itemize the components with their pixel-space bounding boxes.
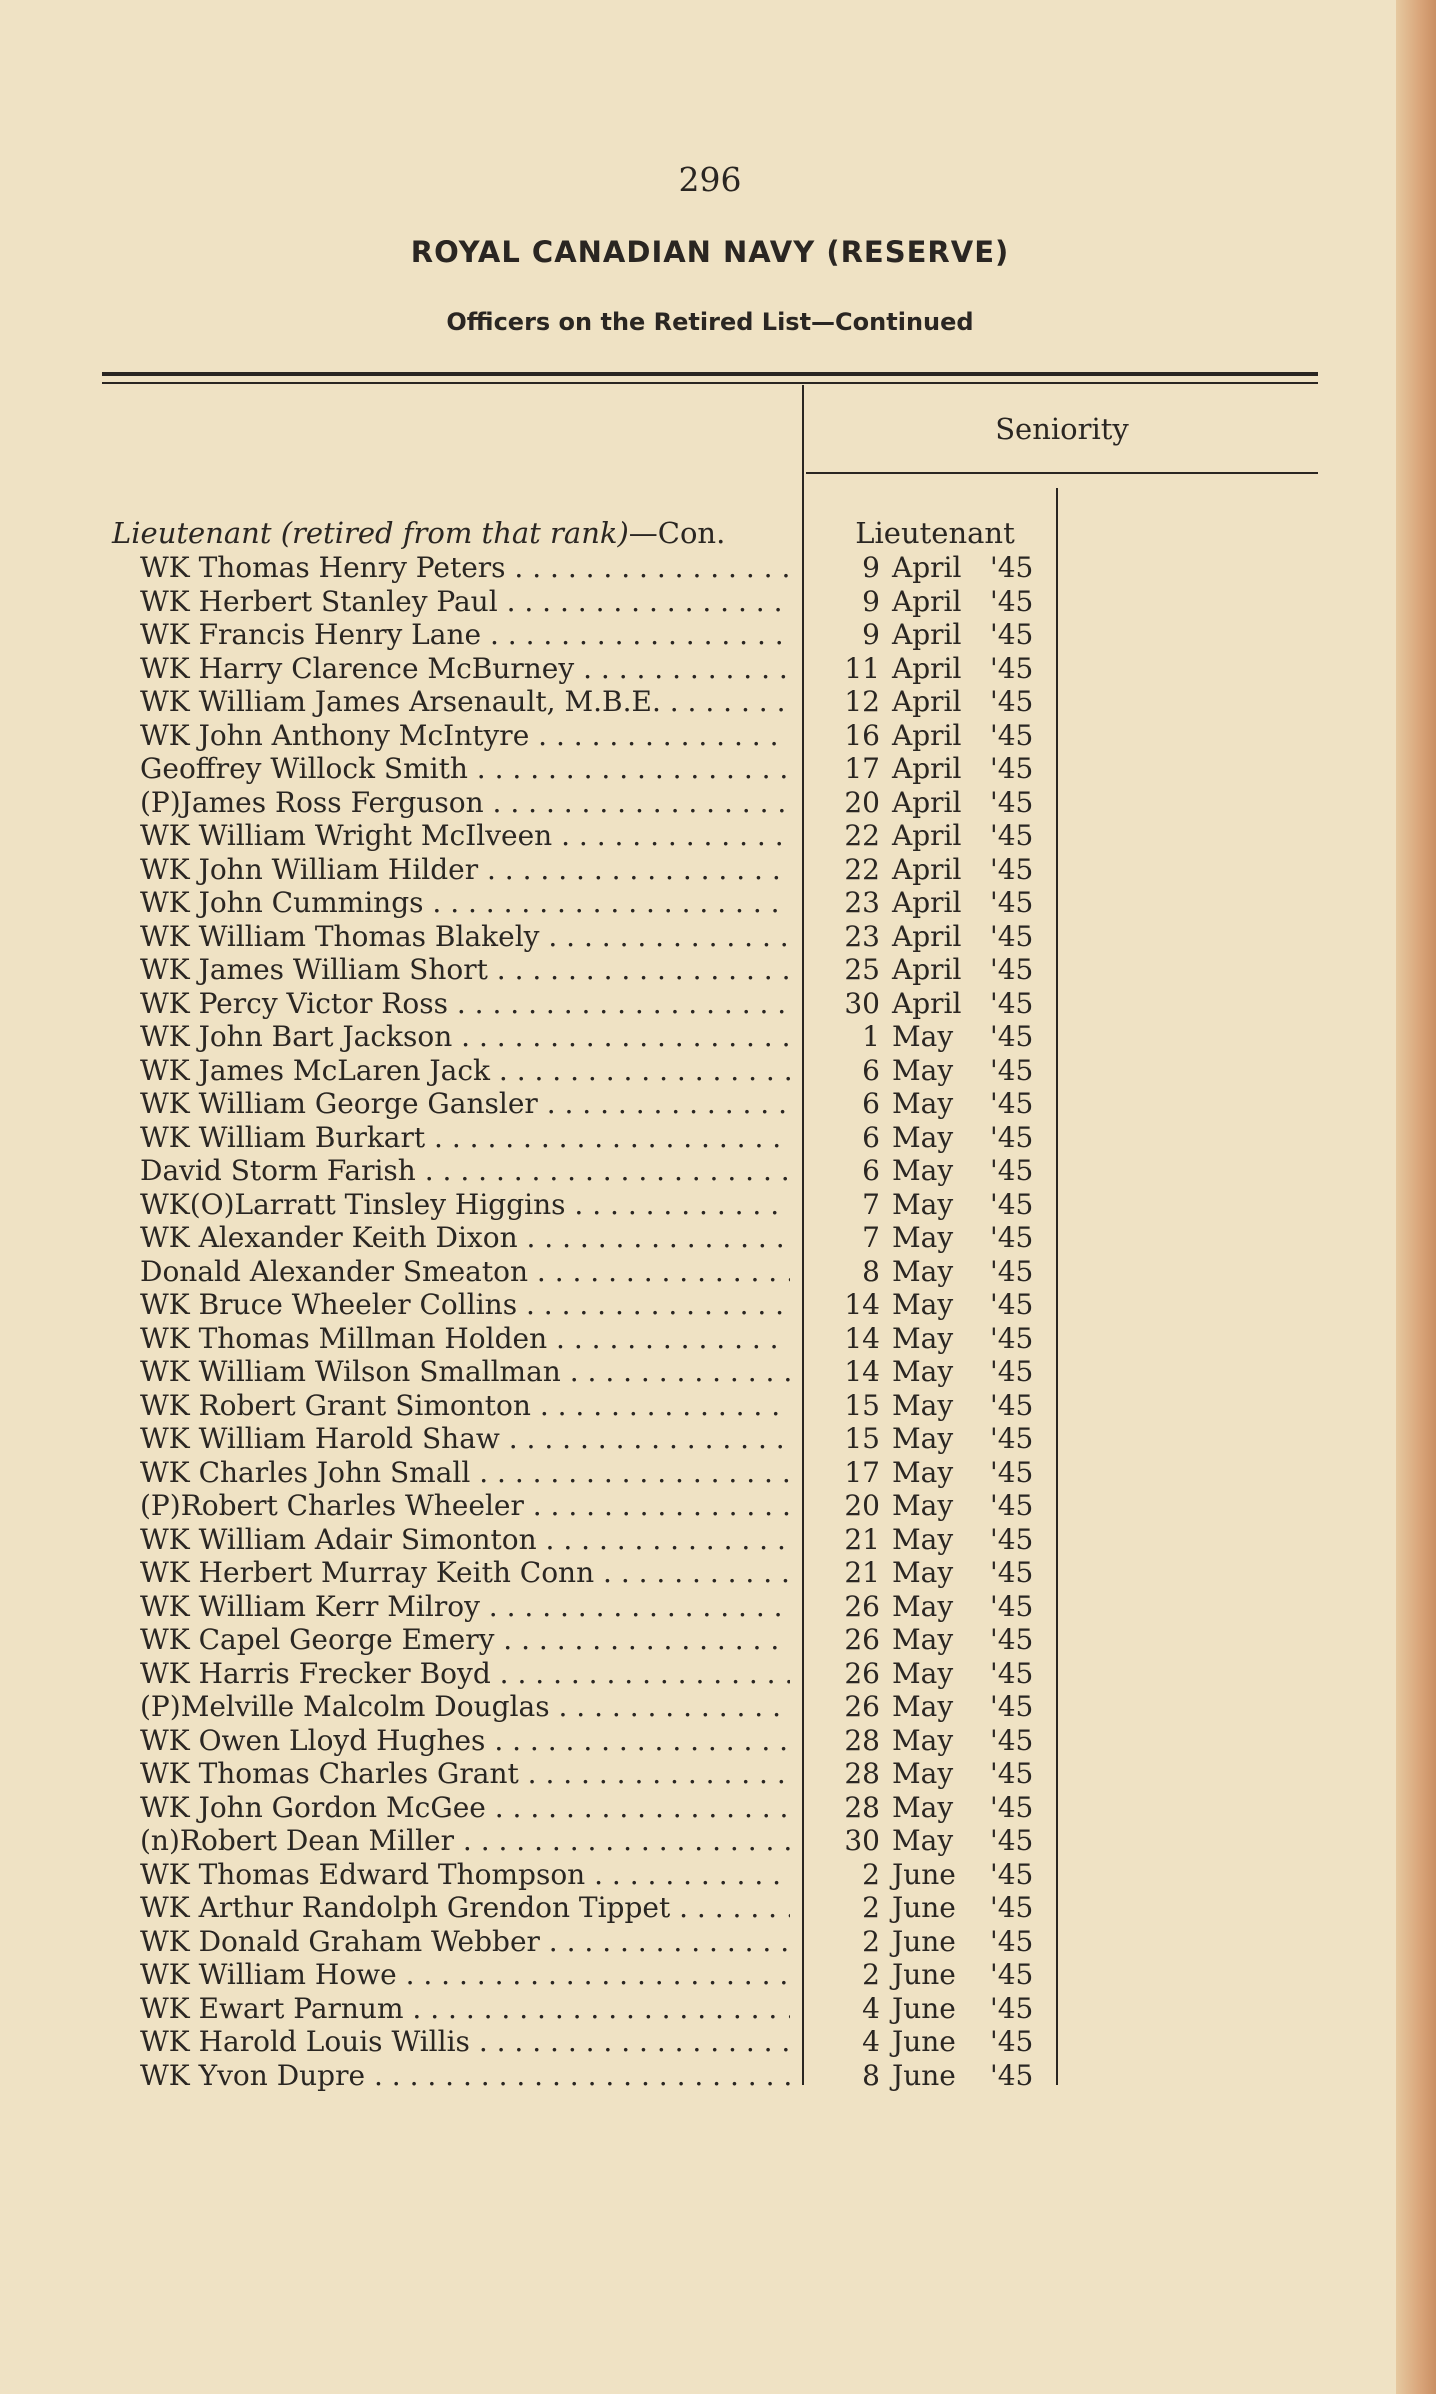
seniority-day: 25 bbox=[844, 953, 880, 986]
seniority-month: June bbox=[892, 1924, 956, 1958]
seniority-month: May bbox=[892, 1221, 954, 1254]
section-heading bbox=[112, 516, 802, 550]
seniority-year: '45 bbox=[990, 584, 1034, 618]
seniority-day: 26 bbox=[844, 1623, 880, 1656]
officer-name: WK Alexander Keith Dixon . . . bbox=[140, 1221, 790, 1255]
seniority-day: 15 bbox=[844, 1422, 880, 1455]
seniority-year: '45 bbox=[990, 1589, 1034, 1623]
table-row bbox=[0, 1791, 1420, 1825]
seniority-month: April bbox=[892, 551, 962, 584]
seniority-year: '45 bbox=[990, 1958, 1034, 1991]
seniority-month: June bbox=[892, 1991, 956, 2025]
seniority-month: June bbox=[892, 2058, 956, 2092]
officer-name: WK William Adair Simonton . . . bbox=[140, 1523, 790, 1557]
seniority-month: May bbox=[892, 1087, 954, 1120]
officer-name: WK Ewart Parnum . . . bbox=[140, 1992, 790, 2026]
table-row bbox=[0, 1255, 1420, 1289]
table-row bbox=[0, 1154, 1420, 1188]
table-row bbox=[0, 652, 1420, 686]
seniority-month: April bbox=[892, 618, 962, 651]
officer-name: WK William James Arsenault, M.B.E. . . . bbox=[140, 685, 790, 719]
seniority-month: June bbox=[892, 1857, 956, 1891]
seniority-month: May bbox=[892, 1522, 954, 1556]
seniority-day: 2 bbox=[862, 1891, 880, 1924]
seniority-header-rule bbox=[806, 472, 1318, 474]
rank-label: Lieutenant bbox=[855, 516, 1015, 550]
seniority-year: '45 bbox=[990, 1757, 1034, 1790]
officer-name: WK William Wilson Smallman . . . bbox=[140, 1355, 790, 1389]
seniority-month: May bbox=[892, 1656, 954, 1690]
table-row bbox=[0, 1556, 1420, 1590]
seniority-day: 22 bbox=[844, 819, 880, 852]
seniority-day: 14 bbox=[844, 1288, 880, 1321]
officer-name: WK Charles John Small . . . bbox=[140, 1456, 790, 1490]
table-row bbox=[0, 1858, 1420, 1892]
officer-name: David Storm Farish . . . bbox=[140, 1154, 790, 1188]
seniority-day: 7 bbox=[862, 1187, 880, 1221]
officer-name: WK William Wright McIlveen . . . bbox=[140, 819, 790, 853]
officer-name: (P)Melville Malcolm Douglas . . . bbox=[140, 1690, 790, 1724]
seniority-year: '45 bbox=[990, 1053, 1034, 1087]
seniority-day: 2 bbox=[862, 1958, 880, 1991]
table-row bbox=[0, 1590, 1420, 1624]
seniority-day: 8 bbox=[862, 2058, 880, 2092]
table-row bbox=[0, 1054, 1420, 1088]
table-row bbox=[0, 1422, 1420, 1456]
seniority-year: '45 bbox=[990, 1120, 1034, 1154]
seniority-year: '45 bbox=[990, 1388, 1034, 1422]
table-row bbox=[0, 1221, 1420, 1255]
section-heading-rank: Lieutenant (retired from that rank) bbox=[112, 516, 629, 550]
officer-name: WK Arthur Randolph Grendon Tippet . . . bbox=[140, 1891, 790, 1925]
table-row bbox=[0, 1958, 1420, 1992]
seniority-day: 9 bbox=[862, 618, 880, 651]
seniority-year: '45 bbox=[990, 852, 1034, 886]
officer-name: WK Bruce Wheeler Collins . . . bbox=[140, 1288, 790, 1322]
header-double-rule bbox=[102, 372, 1318, 384]
table-row bbox=[0, 853, 1420, 887]
seniority-year: '45 bbox=[990, 953, 1034, 986]
officer-name: WK William Thomas Blakely . . . bbox=[140, 920, 790, 954]
seniority-month: April bbox=[892, 919, 962, 953]
officer-name: (n)Robert Dean Miller . . . bbox=[140, 1824, 790, 1858]
seniority-year: '45 bbox=[990, 1087, 1034, 1120]
officer-name: (P)James Ross Ferguson . . . bbox=[140, 786, 790, 820]
seniority-day: 28 bbox=[844, 1790, 880, 1824]
seniority-year: '45 bbox=[990, 1924, 1034, 1958]
seniority-year: '45 bbox=[990, 1154, 1034, 1187]
table-row bbox=[0, 1456, 1420, 1490]
seniority-year: '45 bbox=[990, 1556, 1034, 1589]
section-heading-suffix: —Con. bbox=[628, 516, 726, 550]
table-row bbox=[0, 1020, 1420, 1054]
seniority-day: 20 bbox=[844, 1489, 880, 1522]
seniority-month: May bbox=[892, 1120, 954, 1154]
seniority-month: May bbox=[892, 1422, 954, 1455]
officer-name: WK Herbert Murray Keith Conn . . . bbox=[140, 1556, 790, 1590]
seniority-month: April bbox=[892, 819, 962, 852]
seniority-day: 23 bbox=[844, 919, 880, 953]
table-row bbox=[0, 786, 1420, 820]
seniority-year: '45 bbox=[990, 1288, 1034, 1321]
seniority-year: '45 bbox=[990, 1489, 1034, 1522]
seniority-year: '45 bbox=[990, 1690, 1034, 1723]
officer-name: WK William Burkart . . . bbox=[140, 1121, 790, 1155]
seniority-month: June bbox=[892, 2025, 956, 2058]
seniority-day: 11 bbox=[844, 651, 880, 685]
seniority-day: 30 bbox=[844, 1824, 880, 1857]
table-row bbox=[0, 1288, 1420, 1322]
seniority-day: 17 bbox=[844, 752, 880, 785]
seniority-year: '45 bbox=[990, 886, 1034, 919]
seniority-month: May bbox=[892, 1455, 954, 1489]
seniority-day: 30 bbox=[844, 986, 880, 1020]
table-row bbox=[0, 1087, 1420, 1121]
seniority-year: '45 bbox=[990, 1355, 1034, 1388]
seniority-day: 2 bbox=[862, 1857, 880, 1891]
seniority-day: 26 bbox=[844, 1656, 880, 1690]
seniority-month: April bbox=[892, 986, 962, 1020]
officer-name: Donald Alexander Smeaton . . . bbox=[140, 1255, 790, 1289]
officer-name: WK William Harold Shaw . . . bbox=[140, 1422, 790, 1456]
seniority-year: '45 bbox=[990, 1857, 1034, 1891]
seniority-month: May bbox=[892, 1790, 954, 1824]
seniority-year: '45 bbox=[990, 1254, 1034, 1288]
seniority-year: '45 bbox=[990, 618, 1034, 651]
seniority-day: 22 bbox=[844, 852, 880, 886]
seniority-year: '45 bbox=[990, 819, 1034, 852]
page-subtitle: Officers on the Retired List—Continued bbox=[446, 308, 974, 336]
seniority-year: '45 bbox=[990, 785, 1034, 819]
seniority-month: May bbox=[892, 1690, 954, 1723]
seniority-day: 4 bbox=[862, 2025, 880, 2058]
seniority-year: '45 bbox=[990, 1723, 1034, 1757]
seniority-month: April bbox=[892, 886, 962, 919]
seniority-year: '45 bbox=[990, 651, 1034, 685]
seniority-day: 6 bbox=[862, 1087, 880, 1120]
seniority-year: '45 bbox=[990, 1221, 1034, 1254]
officer-name: WK Robert Grant Simonton . . . bbox=[140, 1389, 790, 1423]
seniority-month: April bbox=[892, 685, 962, 718]
seniority-year: '45 bbox=[990, 1623, 1034, 1656]
seniority-day: 7 bbox=[862, 1221, 880, 1254]
seniority-day: 28 bbox=[844, 1757, 880, 1790]
seniority-day: 21 bbox=[844, 1556, 880, 1589]
seniority-day: 20 bbox=[844, 785, 880, 819]
table-row bbox=[0, 685, 1420, 719]
seniority-day: 16 bbox=[844, 718, 880, 752]
seniority-month: May bbox=[892, 1388, 954, 1422]
seniority-column-header: Seniority bbox=[995, 412, 1129, 446]
officer-name: WK John Cummings . . . bbox=[140, 886, 790, 920]
table-row bbox=[0, 1389, 1420, 1423]
officer-name: WK Harold Louis Willis . . . bbox=[140, 2025, 790, 2059]
officer-name: WK John Bart Jackson . . . bbox=[140, 1020, 790, 1054]
officer-name: WK William George Gansler . . . bbox=[140, 1087, 790, 1121]
officer-name: WK Capel George Emery . . . bbox=[140, 1623, 790, 1657]
table-row bbox=[0, 719, 1420, 753]
table-row bbox=[0, 819, 1420, 853]
table-row bbox=[0, 1355, 1420, 1389]
seniority-day: 21 bbox=[844, 1522, 880, 1556]
table-row bbox=[0, 1322, 1420, 1356]
seniority-day: 26 bbox=[844, 1589, 880, 1623]
seniority-month: April bbox=[892, 584, 962, 618]
seniority-year: '45 bbox=[990, 551, 1034, 584]
seniority-year: '45 bbox=[990, 1824, 1034, 1857]
seniority-month: May bbox=[892, 1757, 954, 1790]
seniority-month: May bbox=[892, 1723, 954, 1757]
seniority-year: '45 bbox=[990, 1020, 1034, 1053]
seniority-day: 1 bbox=[862, 1020, 880, 1053]
seniority-year: '45 bbox=[990, 2025, 1034, 2058]
seniority-day: 12 bbox=[844, 685, 880, 718]
seniority-day: 15 bbox=[844, 1388, 880, 1422]
table-row bbox=[0, 618, 1420, 652]
table-row bbox=[0, 953, 1420, 987]
seniority-day: 23 bbox=[844, 886, 880, 919]
officer-name: WK William Howe . . . bbox=[140, 1958, 790, 1992]
officer-name: WK Thomas Edward Thompson . . . bbox=[140, 1858, 790, 1892]
seniority-month: June bbox=[892, 1958, 956, 1991]
table-row bbox=[0, 1925, 1420, 1959]
seniority-year: '45 bbox=[990, 919, 1034, 953]
officer-name: WK Percy Victor Ross . . . bbox=[140, 987, 790, 1021]
officer-name: WK Thomas Henry Peters . . . bbox=[140, 551, 790, 585]
seniority-day: 9 bbox=[862, 584, 880, 618]
table-row bbox=[0, 1891, 1420, 1925]
seniority-month: April bbox=[892, 852, 962, 886]
seniority-month: May bbox=[892, 1556, 954, 1589]
seniority-year: '45 bbox=[990, 1187, 1034, 1221]
seniority-day: 2 bbox=[862, 1924, 880, 1958]
table-row bbox=[0, 2025, 1420, 2059]
seniority-month: April bbox=[892, 785, 962, 819]
officer-name: WK Yvon Dupre . . . bbox=[140, 2059, 790, 2093]
seniority-year: '45 bbox=[990, 685, 1034, 718]
seniority-month: April bbox=[892, 718, 962, 752]
seniority-year: '45 bbox=[990, 1656, 1034, 1690]
officer-name: WK John Anthony McIntyre . . . bbox=[140, 719, 790, 753]
table-row bbox=[0, 551, 1420, 585]
seniority-year: '45 bbox=[990, 986, 1034, 1020]
seniority-month: May bbox=[892, 1623, 954, 1656]
table-row bbox=[0, 1188, 1420, 1222]
table-row bbox=[0, 752, 1420, 786]
table-row bbox=[0, 1690, 1420, 1724]
table-row bbox=[0, 1757, 1420, 1791]
seniority-year: '45 bbox=[990, 1321, 1034, 1355]
seniority-month: May bbox=[892, 1020, 954, 1053]
seniority-month: April bbox=[892, 953, 962, 986]
seniority-year: '45 bbox=[990, 2058, 1034, 2092]
table-row bbox=[0, 2059, 1420, 2093]
officer-name: WK William Kerr Milroy . . . bbox=[140, 1590, 790, 1624]
seniority-day: 4 bbox=[862, 1991, 880, 2025]
seniority-month: May bbox=[892, 1053, 954, 1087]
table-row bbox=[0, 585, 1420, 619]
seniority-month: May bbox=[892, 1154, 954, 1187]
page-number: 296 bbox=[678, 160, 742, 199]
seniority-day: 9 bbox=[862, 551, 880, 584]
table-row bbox=[0, 1724, 1420, 1758]
officer-name: WK Francis Henry Lane . . . bbox=[140, 618, 790, 652]
seniority-month: May bbox=[892, 1589, 954, 1623]
seniority-year: '45 bbox=[990, 1991, 1034, 2025]
officer-name: WK Thomas Charles Grant . . . bbox=[140, 1757, 790, 1791]
seniority-day: 14 bbox=[844, 1321, 880, 1355]
officer-list bbox=[0, 551, 1420, 2092]
seniority-day: 14 bbox=[844, 1355, 880, 1388]
seniority-month: May bbox=[892, 1321, 954, 1355]
table-row bbox=[0, 1657, 1420, 1691]
table-row bbox=[0, 920, 1420, 954]
table-row bbox=[0, 1489, 1420, 1523]
seniority-day: 17 bbox=[844, 1455, 880, 1489]
seniority-month: May bbox=[892, 1288, 954, 1321]
officer-name: WK Herbert Stanley Paul . . . bbox=[140, 585, 790, 619]
officer-name: WK Owen Lloyd Hughes . . . bbox=[140, 1724, 790, 1758]
seniority-year: '45 bbox=[990, 1790, 1034, 1824]
seniority-day: 6 bbox=[862, 1154, 880, 1187]
seniority-year: '45 bbox=[990, 718, 1034, 752]
seniority-day: 26 bbox=[844, 1690, 880, 1723]
seniority-month: May bbox=[892, 1824, 954, 1857]
officer-name: WK John William Hilder . . . bbox=[140, 853, 790, 887]
table-row bbox=[0, 1121, 1420, 1155]
officer-name: WK Harris Frecker Boyd . . . bbox=[140, 1657, 790, 1691]
officer-name: WK Harry Clarence McBurney . . . bbox=[140, 652, 790, 686]
officer-name: Geoffrey Willock Smith . . . bbox=[140, 752, 790, 786]
seniority-day: 6 bbox=[862, 1120, 880, 1154]
table-row bbox=[0, 1523, 1420, 1557]
seniority-year: '45 bbox=[990, 1891, 1034, 1924]
seniority-year: '45 bbox=[990, 1422, 1034, 1455]
officer-name: WK James McLaren Jack . . . bbox=[140, 1054, 790, 1088]
seniority-month: April bbox=[892, 651, 962, 685]
seniority-year: '45 bbox=[990, 1522, 1034, 1556]
officer-name: WK Donald Graham Webber . . . bbox=[140, 1925, 790, 1959]
seniority-day: 28 bbox=[844, 1723, 880, 1757]
seniority-day: 8 bbox=[862, 1254, 880, 1288]
seniority-month: June bbox=[892, 1891, 956, 1924]
seniority-month: May bbox=[892, 1254, 954, 1288]
seniority-month: May bbox=[892, 1489, 954, 1522]
table-row bbox=[0, 1623, 1420, 1657]
table-row bbox=[0, 1992, 1420, 2026]
seniority-year: '45 bbox=[990, 752, 1034, 785]
officer-name: (P)Robert Charles Wheeler . . . bbox=[140, 1489, 790, 1523]
officer-name: WK Thomas Millman Holden . . . bbox=[140, 1322, 790, 1356]
seniority-month: April bbox=[892, 752, 962, 785]
seniority-month: May bbox=[892, 1187, 954, 1221]
seniority-day: 6 bbox=[862, 1053, 880, 1087]
table-row bbox=[0, 886, 1420, 920]
page-title: ROYAL CANADIAN NAVY (RESERVE) bbox=[410, 235, 1010, 269]
seniority-year: '45 bbox=[990, 1455, 1034, 1489]
table-row bbox=[0, 1824, 1420, 1858]
officer-name: WK James William Short . . . bbox=[140, 953, 790, 987]
officer-name: WK(O)Larratt Tinsley Higgins . . . bbox=[140, 1188, 790, 1222]
seniority-month: May bbox=[892, 1355, 954, 1388]
officer-name: WK John Gordon McGee . . . bbox=[140, 1791, 790, 1825]
table-row bbox=[0, 987, 1420, 1021]
